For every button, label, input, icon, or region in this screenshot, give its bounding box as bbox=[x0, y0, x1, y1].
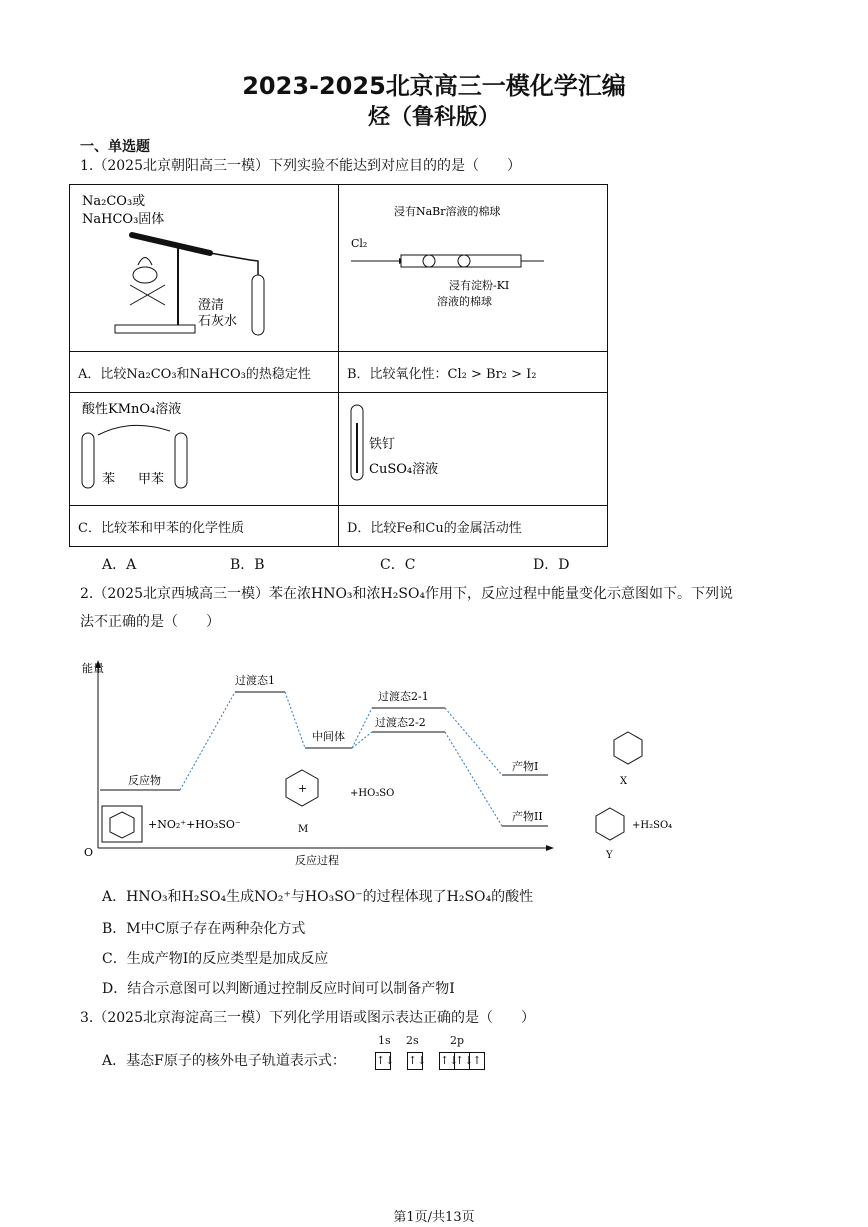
label-intermediate: 中间体 bbox=[312, 730, 345, 743]
q1-caption-a: A．比较Na₂CO₃和NaHCO₃的热稳定性 bbox=[70, 352, 339, 393]
q2-option-b[interactable]: B．M中C原子存在两种杂化方式 bbox=[102, 921, 306, 937]
iron-nail-diagram bbox=[339, 393, 599, 505]
q3-option-a[interactable]: A．基态F原子的核外电子轨道表示式： bbox=[102, 1053, 346, 1069]
orbital-box-1s: ↑↓ bbox=[375, 1052, 391, 1070]
q1-choice-b[interactable]: B．B bbox=[230, 557, 265, 573]
q2-option-a[interactable]: A．HNO₃和H₂SO₄生成NO₂⁺与HO₃SO⁻的过程体现了H₂SO₄的酸性 bbox=[102, 889, 534, 905]
q1-caption-c: C．比较苯和甲苯的化学性质 bbox=[70, 506, 339, 547]
label-nahco3: NaHCO₃固体 bbox=[82, 212, 165, 227]
q2-stem-2: 法不正确的是（ ） bbox=[80, 614, 220, 630]
q1-choice-d[interactable]: D．D bbox=[533, 557, 570, 573]
q1-choice-c[interactable]: C．C bbox=[380, 557, 416, 573]
label-toluene: 甲苯 bbox=[138, 472, 165, 487]
x-axis-label: 反应过程 bbox=[295, 854, 339, 867]
q2-stem-1: 2.（2025北京西城高三一模）苯在浓HNO₃和浓H₂SO₄作用下，反应过程中能量变化示意图如下。下列说 bbox=[80, 586, 734, 602]
page-subtitle: 烃（鲁科版） bbox=[367, 105, 500, 130]
page-title: 2023-2025北京高三一模化学汇编 bbox=[242, 72, 626, 100]
q1-cell-b-image bbox=[339, 185, 608, 352]
q2-option-c[interactable]: C．生成产物I的反应类型是加成反应 bbox=[102, 951, 329, 967]
label-ki-cotton-2: 溶液的棉球 bbox=[437, 295, 492, 308]
q1-caption-b: B．比较氧化性：Cl₂ > Br₂ > I₂ bbox=[339, 352, 608, 393]
orbital-label-2s: 2s bbox=[406, 1034, 419, 1047]
label-reactant: 反应物 bbox=[128, 774, 161, 787]
label-y: Y bbox=[606, 850, 613, 861]
orbital-label-2p: 2p bbox=[450, 1034, 465, 1047]
label-product1: 产物I bbox=[512, 760, 539, 773]
q1-cell-a-image bbox=[70, 185, 339, 352]
orbital-box-2s: ↑↓ bbox=[407, 1052, 423, 1070]
section-heading: 一、单选题 bbox=[80, 139, 150, 155]
label-x: X bbox=[620, 776, 628, 787]
q1-cell-c-image bbox=[70, 393, 339, 506]
label-ts1: 过渡态1 bbox=[235, 674, 275, 687]
label-limewater-2: 石灰水 bbox=[198, 314, 238, 329]
label-benzene: 苯 bbox=[102, 472, 116, 487]
label-ts21: 过渡态2-1 bbox=[378, 690, 429, 703]
orbital-label-1s: 1s bbox=[378, 1034, 391, 1047]
heating-apparatus-diagram bbox=[70, 185, 330, 351]
q1-stem: 1.（2025北京朝阳高三一模）下列实验不能达到对应目的的是（ ） bbox=[80, 158, 521, 174]
q1-table bbox=[69, 184, 608, 547]
svg-text:+: + bbox=[298, 782, 308, 795]
mid-formula: +HO₃SO bbox=[350, 788, 395, 799]
q1-caption-d: D．比较Fe和Cu的金属活动性 bbox=[339, 506, 608, 547]
origin-label: O bbox=[84, 846, 94, 859]
label-kmno4: 酸性KMnO₄溶液 bbox=[82, 402, 182, 417]
label-limewater-1: 澄清 bbox=[198, 298, 225, 313]
q1-choice-a[interactable]: A．A bbox=[102, 557, 137, 573]
page-footer: 第1页/共13页 bbox=[393, 1210, 475, 1225]
q1-cell-d-image bbox=[339, 393, 608, 506]
label-m: M bbox=[298, 824, 309, 835]
orbital-box-2p-2: ↑↓ bbox=[454, 1052, 470, 1070]
energy-diagram bbox=[80, 660, 780, 870]
label-product2: 产物II bbox=[512, 810, 543, 823]
label-cuso4: CuSO₄溶液 bbox=[369, 462, 439, 477]
label-ki-cotton-1: 浸有淀粉-KI bbox=[449, 279, 510, 292]
q2-option-d[interactable]: D．结合示意图可以判断通过控制反应时间可以制备产物I bbox=[102, 981, 455, 997]
label-na2co3: Na₂CO₃或 bbox=[82, 194, 146, 209]
orbital-box-2p-1: ↑↓ bbox=[439, 1052, 455, 1070]
halogen-tube-diagram bbox=[339, 185, 599, 351]
label-iron-nail: 铁钉 bbox=[369, 437, 396, 452]
reactant-formula: +NO₂⁺+HO₃SO⁻ bbox=[148, 818, 241, 831]
kmno4-tubes-diagram bbox=[70, 393, 330, 505]
label-ts22: 过渡态2-2 bbox=[375, 716, 426, 729]
orbital-box-2p-3: ↑ bbox=[469, 1052, 485, 1070]
q3-stem: 3.（2025北京海淀高三一模）下列化学用语或图示表达正确的是（ ） bbox=[80, 1010, 535, 1026]
label-cl2: Cl₂ bbox=[351, 237, 368, 250]
y-axis-label: 能量 bbox=[82, 662, 104, 675]
y-formula: +H₂SO₄ bbox=[632, 820, 673, 831]
label-nabr-cotton: 浸有NaBr溶液的棉球 bbox=[394, 205, 501, 218]
